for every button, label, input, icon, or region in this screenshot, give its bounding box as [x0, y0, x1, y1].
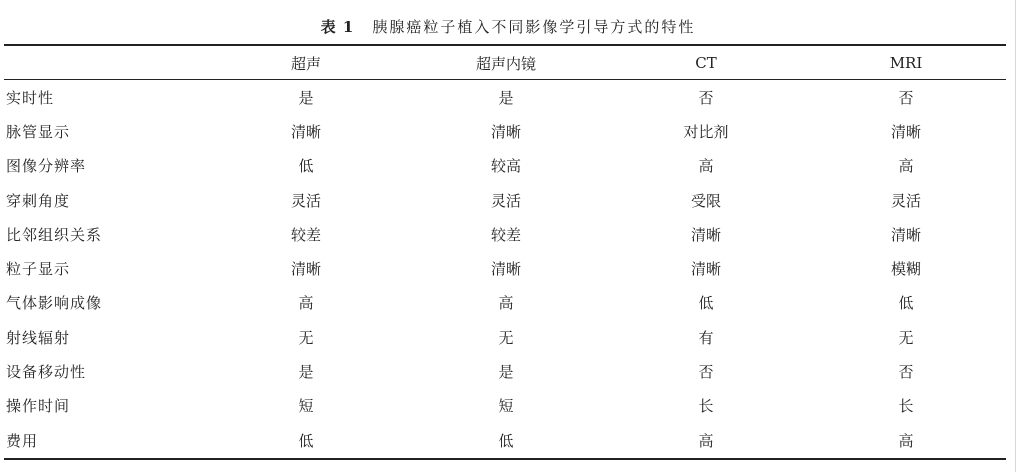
- row-label: 粒子显示: [6, 260, 71, 279]
- table-cell: 是: [498, 88, 514, 107]
- table-cell: 清晰: [690, 260, 721, 279]
- row-label: 比邻组织关系: [6, 225, 103, 244]
- table-bottom-rule: [4, 458, 1006, 460]
- table-row: [4, 423, 1006, 457]
- table-label: 表 1: [320, 18, 355, 36]
- table-cell: 较差: [490, 225, 521, 244]
- table-row: [4, 149, 1006, 183]
- header-cell-mri: MRI: [889, 54, 923, 72]
- table-cell: 受限: [690, 191, 721, 210]
- table-cell: 无: [498, 328, 514, 347]
- table-row: [4, 183, 1006, 217]
- table-cell: 无: [898, 328, 914, 347]
- table-row: [4, 320, 1006, 354]
- table-header-row: [4, 48, 1006, 78]
- table-cell: 低: [298, 157, 314, 176]
- table-cell: 有: [698, 328, 714, 347]
- table-cell: 高: [698, 157, 714, 176]
- table-cell: 高: [698, 431, 714, 450]
- table-cell: 灵活: [890, 191, 921, 210]
- table-cell: 清晰: [890, 122, 921, 141]
- row-label: 图像分辨率: [6, 157, 87, 176]
- table-cell: 对比剂: [683, 122, 729, 141]
- table-cell: 低: [898, 294, 914, 313]
- table-cell: 长: [898, 397, 914, 416]
- row-label: 脉管显示: [6, 122, 71, 141]
- table-cell: 较差: [290, 225, 321, 244]
- table-cell: 否: [898, 88, 914, 107]
- row-label: 气体影响成像: [6, 294, 103, 313]
- table-cell: 是: [498, 363, 514, 382]
- table-cell: 低: [498, 431, 514, 450]
- table-cell: 清晰: [490, 260, 521, 279]
- row-label: 射线辐射: [6, 328, 71, 347]
- header-cell-ultrasound: 超声: [290, 54, 321, 73]
- table-row: [4, 217, 1006, 251]
- table-cell: 灵活: [290, 191, 321, 210]
- table-body: [0, 80, 1016, 457]
- table-cell: 灵活: [490, 191, 521, 210]
- table-row: [4, 354, 1006, 388]
- table-row: [4, 114, 1006, 148]
- table-row: [4, 251, 1006, 285]
- table-cell: 清晰: [890, 225, 921, 244]
- table-cell: 清晰: [690, 225, 721, 244]
- table-row: [4, 389, 1006, 423]
- table-row: [4, 80, 1006, 114]
- table-caption: 胰腺癌粒子植入不同影像学引导方式的特性: [372, 18, 696, 36]
- table-cell: 高: [898, 157, 914, 176]
- table-cell: 清晰: [290, 260, 321, 279]
- table-cell: 否: [898, 363, 914, 382]
- table-cell: 是: [298, 363, 314, 382]
- table-cell: 长: [698, 397, 714, 416]
- table-cell: 否: [698, 88, 714, 107]
- table-cell: 是: [298, 88, 314, 107]
- table-cell: 否: [698, 363, 714, 382]
- header-cell-ct: CT: [695, 54, 717, 72]
- table-cell: 低: [298, 431, 314, 450]
- header-cell-endoscopic-ultrasound: 超声内镜: [475, 54, 536, 73]
- table-cell: 无: [298, 328, 314, 347]
- table-cell: 高: [298, 294, 314, 313]
- table-cell: 短: [298, 397, 314, 416]
- table-cell: 短: [498, 397, 514, 416]
- table-cell: 清晰: [490, 122, 521, 141]
- row-label: 费用: [6, 431, 39, 450]
- table-cell: 清晰: [290, 122, 321, 141]
- table-cell: 模糊: [890, 260, 921, 279]
- row-label: 实时性: [6, 88, 55, 107]
- table-cell: 低: [698, 294, 714, 313]
- table-cell: 高: [498, 294, 514, 313]
- row-label: 操作时间: [6, 397, 71, 416]
- row-label: 设备移动性: [6, 363, 87, 382]
- table-row: [4, 286, 1006, 320]
- row-label: 穿刺角度: [6, 191, 71, 210]
- table-cell: 高: [898, 431, 914, 450]
- table-cell: 较高: [490, 157, 521, 176]
- table-title: [0, 16, 1016, 37]
- table-top-rule: [4, 44, 1006, 46]
